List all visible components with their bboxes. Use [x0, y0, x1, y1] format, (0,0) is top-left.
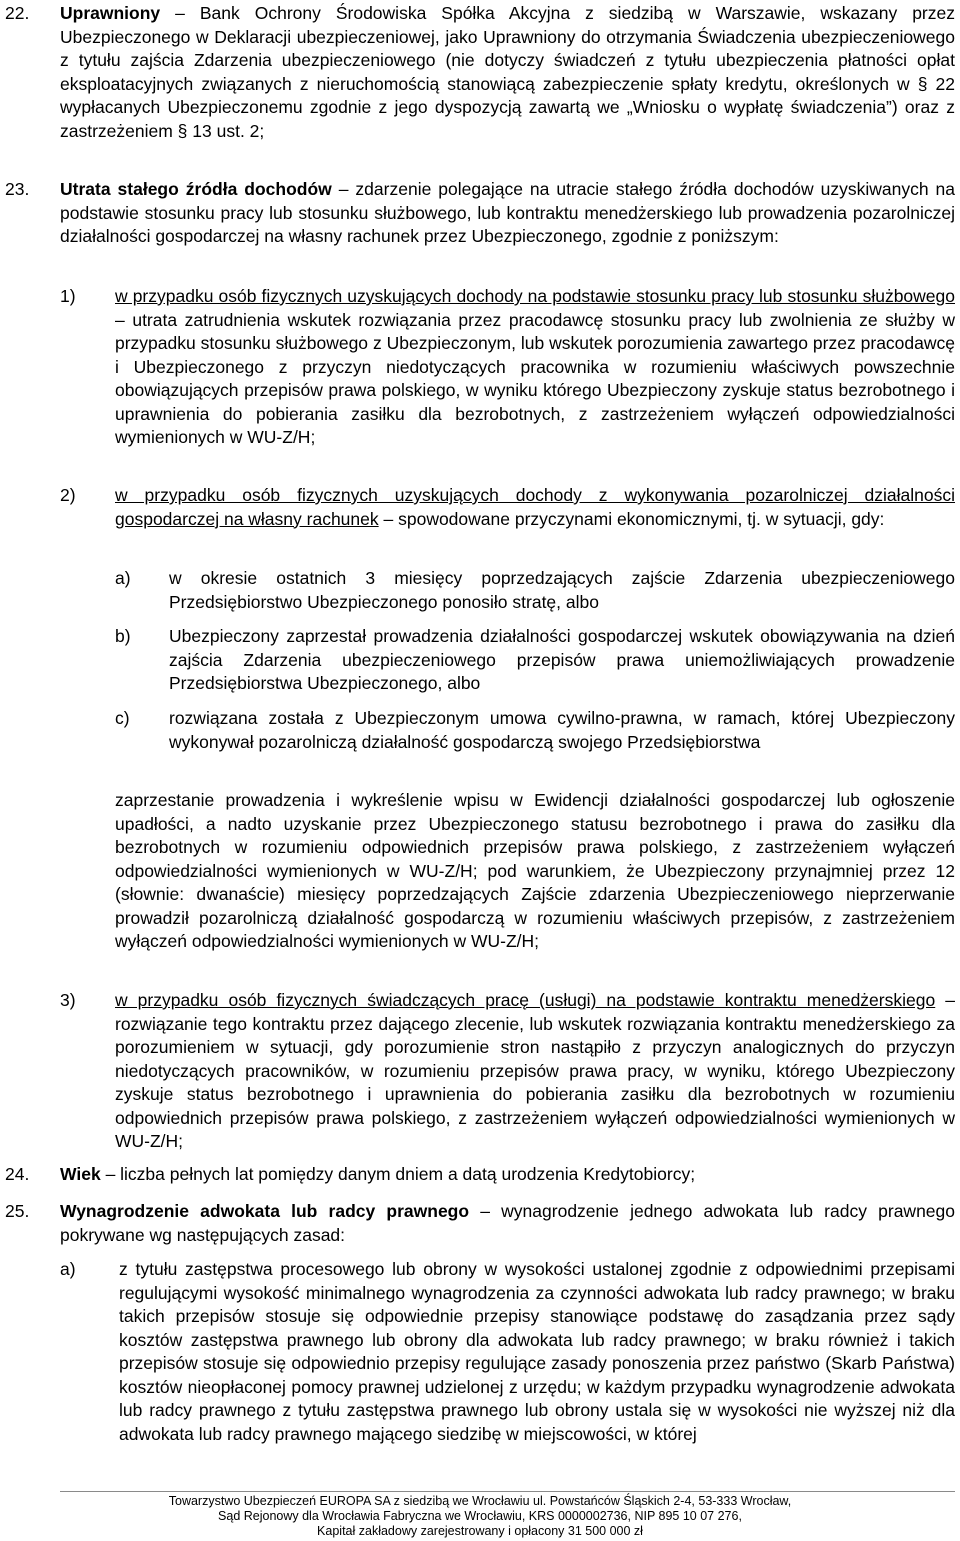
definition-23-item-2-a: [0, 567, 955, 614]
definition-text: – wynagrodzenie jednego adwokata lub radcy prawnego pokrywane wg następujących zasad:: [60, 1201, 956, 1245]
item-text: – utrata zatrudnienia wskutek rozwiązania przez pracodawcę stosunku pracy lub zwolnienia ze służby w przypadku stosunku służbowego z Ubezpieczonym, lub wskutek porozumienia zawartego przez pracodawcę i Ubezpieczonego z przyczyn niedotyczących pracownika w rozumieniu właściwych powszechnie obowiązujących przepisów prawa polskiego, w wyniku którego Ubezpieczony zyskuje status bezrobotnego i uprawnienia do pobierania zasiłku dla bezrobotnych, z zastrzeżeniem wyłączeń odpowiedzialności wymienionych w WU-Z/H;: [115, 309, 955, 447]
subitem-text: Ubezpieczony zaprzestał prowadzenia działalności gospodarczej wskutek obowiązywania na dzień zajścia Zdarzenia ubezpieczeniowego przepisów prawa uniemożliwiających prowadzenie Przedsiębiorstwa Ubezpieczonego, albo: [169, 626, 955, 693]
footer-line-registry: Sąd Rejonowy dla Wrocławia Fabryczna we Wrocławiu, KRS 0000002736, NIP 895 10 07 276,: [218, 1509, 742, 1523]
definition-term: Uprawniony: [60, 3, 161, 23]
definition-text: – Bank Ochrony Środowiska Spółka Akcyjna z siedzibą w Warszawie, wskazany przez Ubezpieczonego w Deklaracji ubezpieczeniowej, jako Uprawniony do otrzymania Świadczenia ubezpieczeniowego z tytułu zajścia Zdarzenia ubezpieczeniowego (nie dotyczy świadczeń z tytułu ubezpieczenia płatności opłat eksploatacyjnych związanych z nieruchomością stanowiącą zabezpieczenie spłaty kredytu, określonych w § 22 wypłacanych Ubezpieczonemu zgodnie z jego dyspozycją zawartą we „Wniosku o wypłatę świadczenia”) oraz z zastrzeżeniem § 13 ust. 2;: [60, 3, 955, 141]
definition-text: – zdarzenie polegające na utracie stałego źródła dochodów uzyskiwanych na podstawie stosunku pracy lub stosunku służbowego, lub kontraktu menedżerskiego lub prowadzenia pozarolniczej działalności gospodarczej na własny rachunek przez Ubezpieczonego, zgodnie z poniższym:: [60, 179, 955, 246]
footer-line-capital: Kapitał zakładowy zarejestrowany i opłacony 31 500 000 zł: [317, 1524, 643, 1538]
definition-23-item-3: [0, 989, 955, 1154]
definition-22: [0, 2, 955, 143]
definition-number: 23.: [5, 179, 30, 199]
definition-body: [60, 178, 955, 249]
item-number: 3): [60, 990, 76, 1010]
definition-term: Utrata stałego źródła dochodów: [60, 179, 332, 199]
definition-body: [60, 1163, 955, 1187]
item-underlined-text: w przypadku osób fizycznych uzyskujących dochody z wykonywania pozarolniczej działalności gospodarczej na własny rachunek: [115, 485, 955, 529]
subitem-number: b): [115, 626, 131, 646]
definition-number: 24.: [5, 1164, 30, 1184]
subitem-number: c): [115, 708, 130, 728]
definition-23: [0, 178, 955, 249]
item-body: [115, 989, 955, 1154]
item-number: a): [60, 1259, 76, 1279]
subitem-number: a): [115, 568, 131, 588]
footer-divider: [60, 1491, 955, 1492]
definition-24: [0, 1163, 955, 1187]
definition-23-item-2-conclusion: zaprzestanie prowadzenia i wykreślenie wpisu w Ewidencji działalności gospodarczej lub ogłoszenie upadłości, a nadto uzyskanie przez Ubezpieczonego statusu bezrobotnego i prawa do zasiłku dla bezrobotnych w rozumieniu odpowiednich przepisów prawa polskiego, z zastrzeżeniem wyłączeń odpowiedzialności wymienionych w WU-Z/H; pod warunkiem, że Ubezpieczony przynajmniej przez 12 (słownie: dwanaście) miesięcy poprzedzających Zajście zdarzenia Ubezpieczeniowego nieprzerwanie prowadził pozarolniczą działalność gospodarczą w rozumieniu właściwych przepisów, z zastrzeżeniem wyłączeń odpowiedzialności wymienionych w WU-Z/H;: [115, 790, 955, 951]
definition-23-item-1: [0, 285, 955, 450]
definition-term: Wynagrodzenie adwokata lub radcy prawnego: [60, 1201, 470, 1221]
definition-23-item-2: [0, 484, 955, 531]
subitem-text: w okresie ostatnich 3 miesięcy poprzedzających zajście Zdarzenia ubezpieczeniowego Przedsiębiorstwo Ubezpieczonego ponosiło stratę, albo: [169, 568, 955, 612]
item-number: 2): [60, 485, 76, 505]
definition-text: – liczba pełnych lat pomiędzy danym dniem a datą urodzenia Kredytobiorcy;: [100, 1164, 696, 1184]
definition-23-item-2-b: [0, 625, 955, 696]
item-body: [115, 484, 955, 531]
definition-25-item-a: [0, 1258, 955, 1446]
definition-term: Wiek: [60, 1164, 101, 1184]
definition-number: 22.: [5, 3, 30, 23]
subitem-text: rozwiązana została z Ubezpieczonym umowa cywilno-prawna, w ramach, której Ubezpieczony wykonywał pozarolniczą działalność gospodarczą swojego Przedsiębiorstwa: [169, 708, 955, 752]
item-body: [115, 285, 955, 450]
definition-number: 25.: [5, 1201, 30, 1221]
page-footer: [0, 1494, 960, 1539]
definition-body: [60, 2, 955, 143]
item-text: – spowodowane przyczynami ekonomicznymi, tj. w sytuacji, gdy:: [378, 508, 885, 529]
item-underlined-text: w przypadku osób fizycznych uzyskujących dochody na podstawie stosunku pracy lub stosunku służbowego: [115, 286, 955, 306]
footer-line-company: Towarzystwo Ubezpieczeń EUROPA SA z siedzibą we Wrocławiu ul. Powstańców Śląskich 2-4, 53-333 Wrocław,: [168, 1494, 792, 1508]
item-text: z tytułu zastępstwa procesowego lub obrony w wysokości ustalonej zgodnie z odpowiednimi przepisami regulującymi wysokość minimalnego wynagrodzenia za czynności adwokata lub radcy prawnego; w braku takich przepisów stosuje się odpowiednie przepisy stanowiące podstawę do zasądzania przez sądy kosztów zastępstwa prawnego lub obrony dla adwokata lub radcy prawnego; w braku również i takich przepisów stosuje się odpowiednio przepisy regulujące zasady ponoszenia przez państwo (Skarb Państwa) kosztów nieopłaconej pomocy prawnej udzielonej z urzędu; w każdym przypadku wynagrodzenie adwokata lub radcy prawnego z tytułu zastępstwa prawnego lub obrony ustala się w wysokości nie wyższej niż dla adwokata lub radcy prawnego mającego siedzibę w miejscowości, w której: [119, 1259, 955, 1444]
item-underlined-text: w przypadku osób fizycznych świadczących pracę (usługi) na podstawie kontraktu menedżerskiego: [115, 990, 936, 1010]
definition-25: [0, 1200, 955, 1247]
definition-23-item-2-c: [0, 707, 955, 754]
item-number: 1): [60, 286, 76, 306]
item-text: – rozwiązanie tego kontraktu przez dającego zlecenie, lub wskutek rozwiązania kontraktu menedżerskiego za porozumieniem w sytuacji, gdy porozumienie stron nastąpiło z przyczyn analogicznych do przyczyn niedotyczących pracowników, w rozumieniu przepisów prawa pracy, w wyniku, którego Ubezpieczony zyskuje status bezrobotnego i uprawnienia do pobierania zasiłku dla bezrobotnych w rozumieniu odpowiednich przepisów prawa polskiego, z zastrzeżeniem wyłączeń odpowiedzialności wymienionych w WU-Z/H;: [115, 990, 955, 1151]
definition-body: [60, 1200, 955, 1247]
